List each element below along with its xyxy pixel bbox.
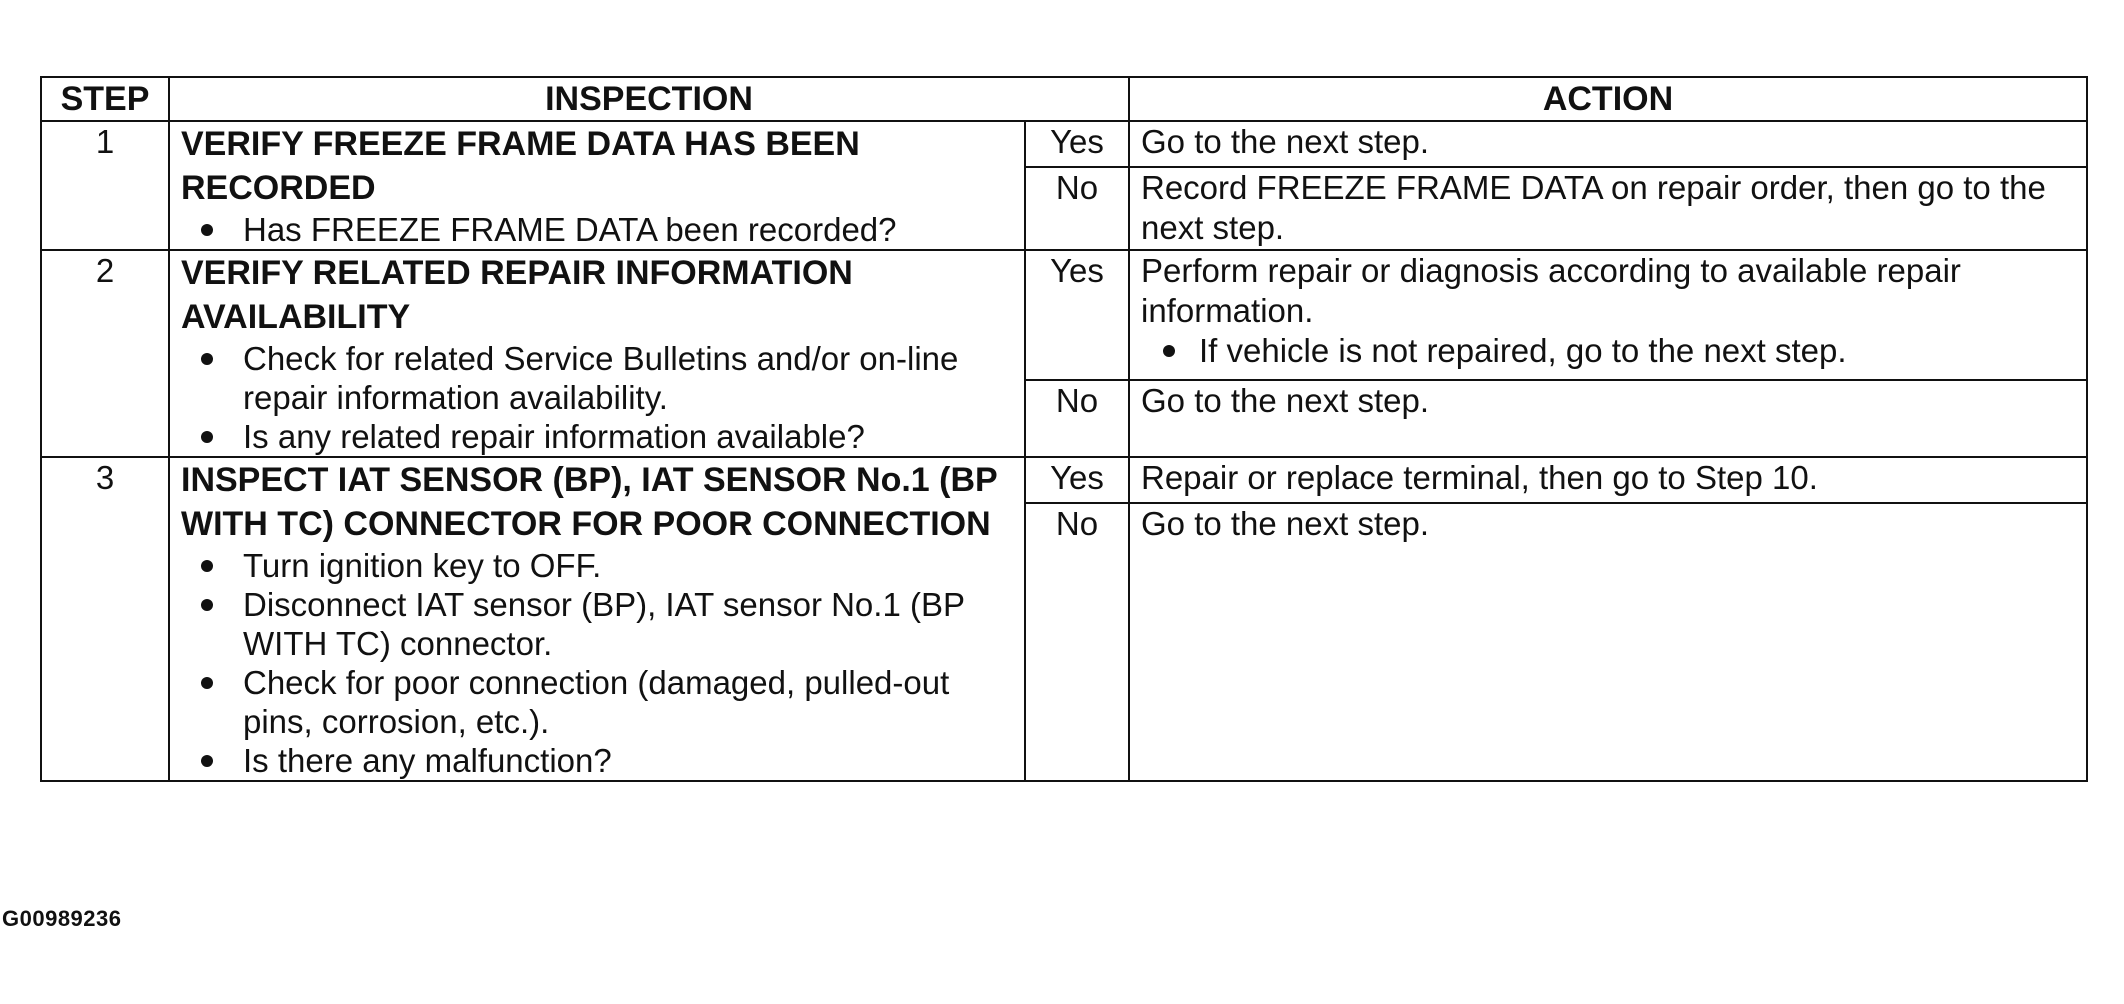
inspection-title: VERIFY FREEZE FRAME DATA HAS BEEN RECORDED [181, 125, 860, 207]
yes-action: Repair or replace terminal, then go to Step 10. [1129, 457, 2087, 503]
inspection-bullet-list [181, 339, 1013, 456]
inspection-bullet-list [181, 546, 1013, 780]
action-bullet-list [1141, 331, 2075, 370]
no-label: No [1025, 167, 1129, 250]
inspection-bullet: Check for related Service Bulletins and/or on-line repair information availability. [181, 339, 1013, 417]
yes-label: Yes [1025, 250, 1129, 380]
step-3-yes-row [41, 457, 2087, 503]
figure-id: G00989236 [2, 906, 122, 931]
no-label: No [1025, 380, 1129, 457]
header-inspection: INSPECTION [169, 77, 1129, 121]
inspection-cell [169, 121, 1025, 250]
header-action: ACTION [1129, 77, 2087, 121]
inspection-cell [169, 250, 1025, 457]
inspection-title: VERIFY RELATED REPAIR INFORMATION AVAILABILITY [181, 254, 853, 336]
inspection-bullet: Check for poor connection (damaged, pulled-out pins, corrosion, etc.). [181, 663, 1013, 741]
bullet-dot-icon [201, 677, 213, 689]
bullet-dot-icon [201, 560, 213, 572]
no-action: Go to the next step. [1129, 503, 2087, 781]
step-1-yes-row [41, 121, 2087, 167]
bullet-dot-icon [201, 224, 213, 236]
yes-action [1129, 250, 2087, 380]
no-action: Record FREEZE FRAME DATA on repair order, then go to the next step. [1129, 167, 2087, 250]
bullet-dot-icon [201, 755, 213, 767]
bullet-dot-icon [201, 353, 213, 365]
inspection-bullet: Disconnect IAT sensor (BP), IAT sensor No.1 (BP WITH TC) connector. [181, 585, 1013, 663]
inspection-cell [169, 457, 1025, 781]
inspection-bullet: Turn ignition key to OFF. [181, 546, 1013, 585]
bullet-dot-icon [201, 599, 213, 611]
yes-action: Go to the next step. [1129, 121, 2087, 167]
header-step: STEP [41, 77, 169, 121]
step-2-yes-row [41, 250, 2087, 380]
inspection-bullet: Has FREEZE FRAME DATA been recorded? [181, 210, 1013, 249]
table-header-row [41, 77, 2087, 121]
bullet-dot-icon [201, 431, 213, 443]
yes-label: Yes [1025, 121, 1129, 167]
inspection-bullet-list [181, 210, 1013, 249]
inspection-bullet: Is any related repair information available? [181, 417, 1013, 456]
bullet-dot-icon [1163, 345, 1175, 357]
step-number: 2 [41, 250, 169, 457]
yes-label: Yes [1025, 457, 1129, 503]
action-bullet: If vehicle is not repaired, go to the next step. [1141, 331, 2075, 370]
inspection-bullet: Is there any malfunction? [181, 741, 1013, 780]
no-action: Go to the next step. [1129, 380, 2087, 457]
step-number: 3 [41, 457, 169, 781]
yes-action-text: Perform repair or diagnosis according to available repair information. [1141, 252, 1961, 329]
step-number: 1 [41, 121, 169, 250]
inspection-title: INSPECT IAT SENSOR (BP), IAT SENSOR No.1 (BP WITH TC) CONNECTOR FOR POOR CONNECTION [181, 461, 998, 543]
no-label: No [1025, 503, 1129, 781]
diagnostic-procedure-table [40, 76, 2088, 782]
